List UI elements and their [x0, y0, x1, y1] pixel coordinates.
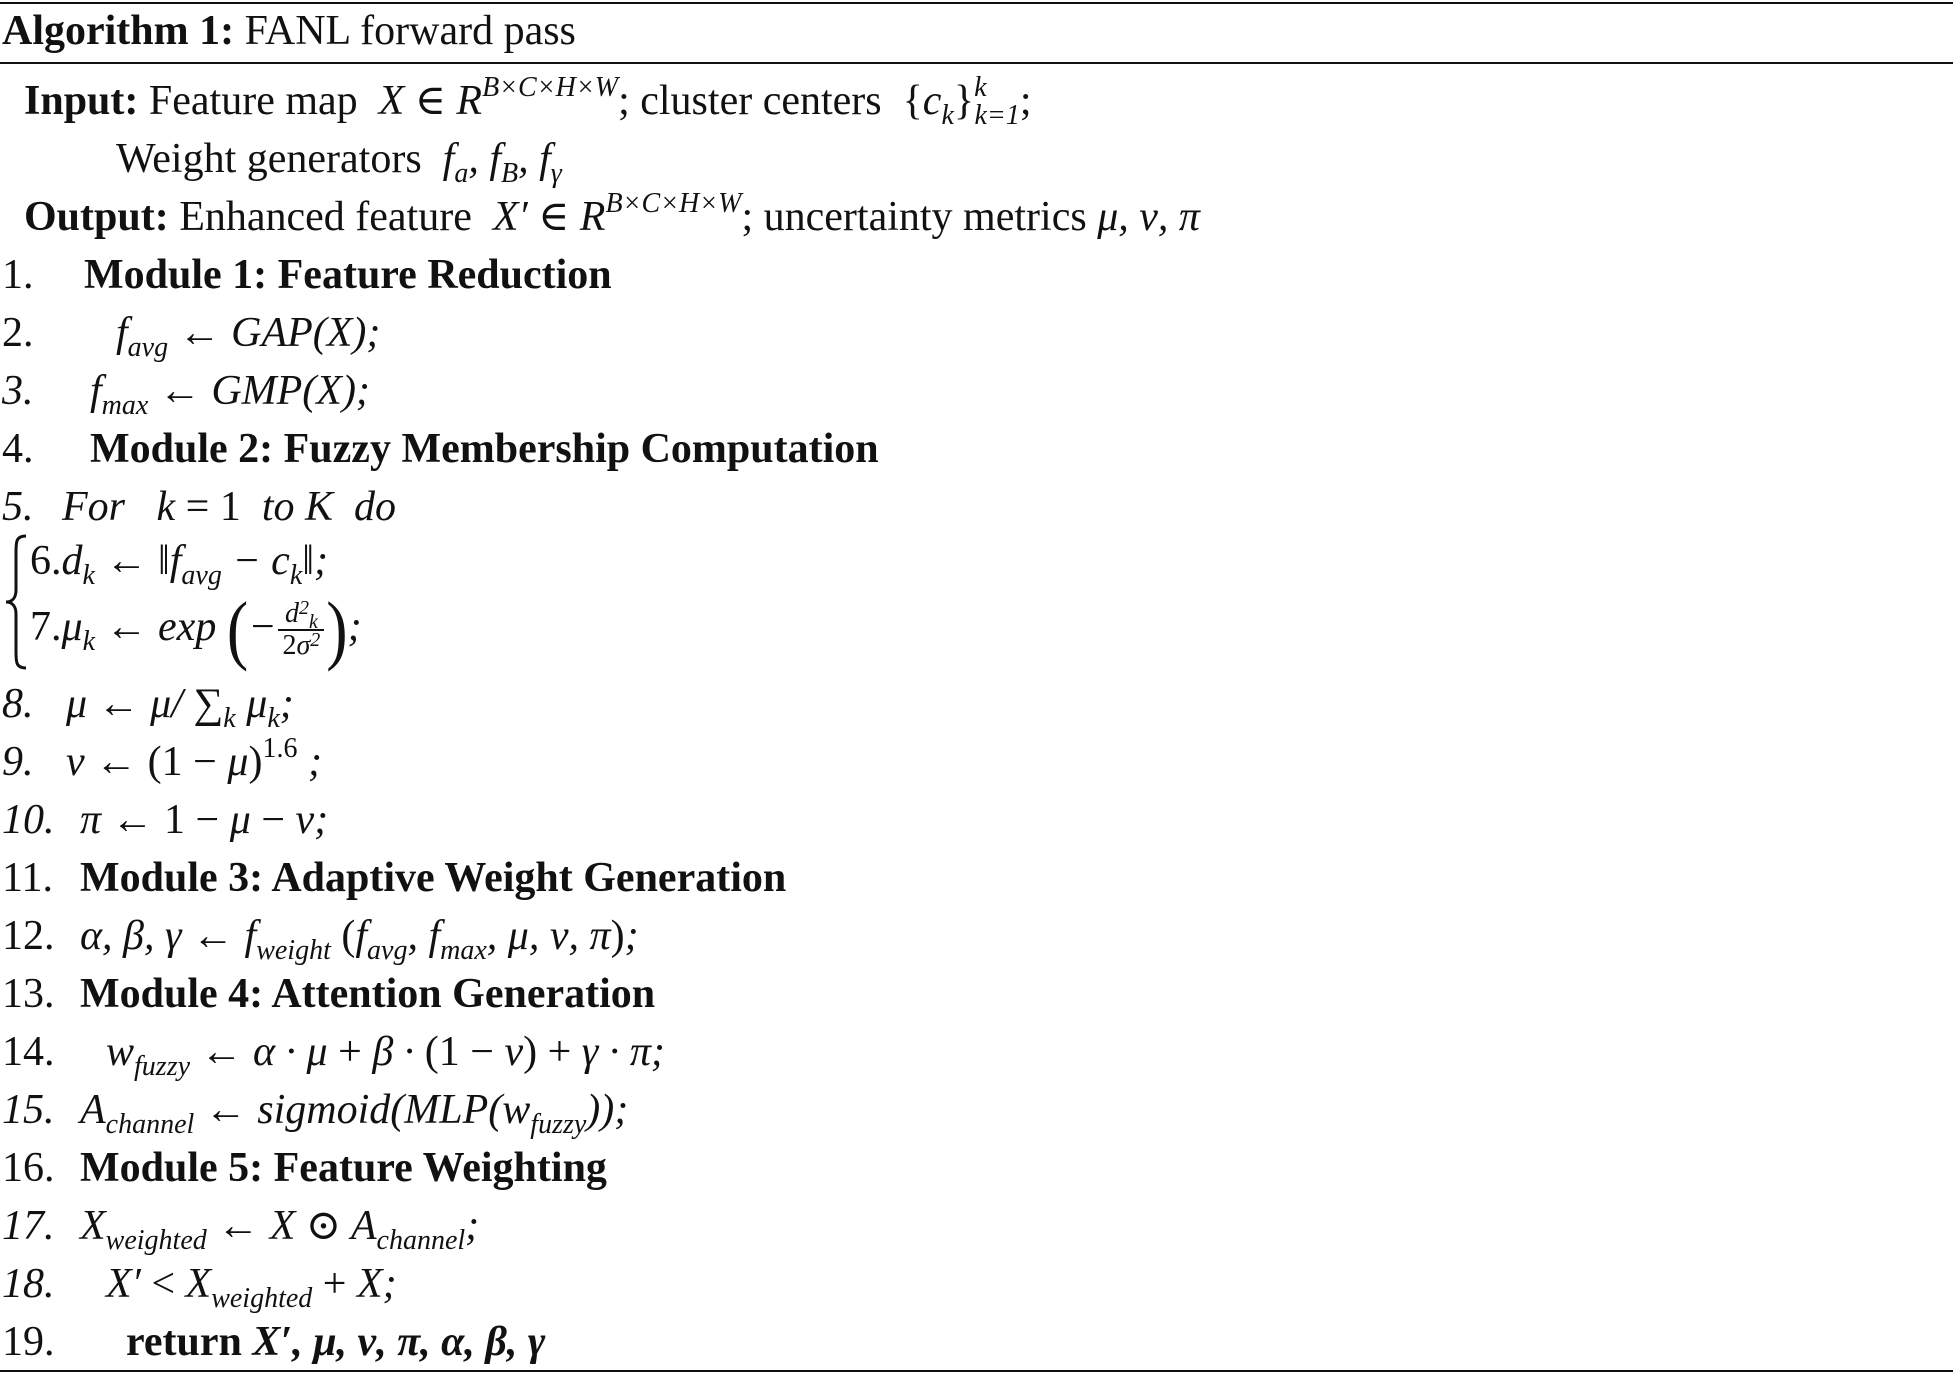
step-3 [0, 362, 370, 420]
step-math: μ ← μ/ $\sum_k$ $\mu_k$; [66, 681, 294, 734]
step-number: 16. [2, 1145, 55, 1191]
step-number: 7. [30, 604, 62, 650]
algorithm-title: FANL forward pass [244, 8, 576, 54]
step-number: 18. [2, 1261, 55, 1307]
step-math: $f_{max}$ ← GMP(X); [90, 368, 370, 421]
step-number: 19. [2, 1319, 55, 1365]
input-label: Input: [24, 78, 139, 124]
input-text-cluster: ; cluster centers [618, 78, 882, 124]
step-number: 9. [2, 739, 34, 785]
step-number: 13. [2, 971, 55, 1017]
step-18 [0, 1255, 397, 1313]
step-7 [30, 587, 362, 673]
step-text: Module 1: Feature Reduction [84, 252, 612, 298]
bottom-rule [0, 1370, 1953, 1372]
algorithm-label: Algorithm 1: [2, 8, 235, 54]
step-return: return X′, μ, ν, π, α, β, γ [126, 1319, 546, 1365]
output-text-metrics: ; uncertainty metrics [741, 194, 1087, 240]
step-11 [0, 849, 786, 907]
step-math: ν ← $(1 - \mu)^{1.6}$ ; [66, 733, 322, 785]
step-14 [0, 1023, 665, 1081]
input-math-generators: $f_a$, $f_B$, $f_\gamma$ [442, 136, 562, 189]
step-number: 10. [2, 797, 55, 843]
step-number: 11. [2, 855, 53, 901]
step-13 [0, 965, 655, 1023]
step-2 [0, 304, 380, 362]
step-text: Module 5: Feature Weighting [80, 1145, 607, 1191]
step-number: 15. [2, 1087, 55, 1133]
step-math: α, β, γ ← $f_{weight}$ ($f_{avg}$, $f_{max}$, μ, ν, π); [80, 913, 639, 966]
step-number: 6. [30, 538, 62, 584]
step-4 [0, 420, 879, 478]
step-number: 8. [2, 681, 34, 727]
step-number: 12. [2, 913, 55, 959]
step-text: Module 2: Fuzzy Membership Computation [90, 426, 879, 472]
input-line: Input: Feature map X ∈ $R^{B\times C\times H\times W}$; cluster centers $\{c_k\}^k_{k=1}$; [24, 72, 1032, 131]
step-1 [0, 246, 612, 304]
input-text-feature-map: Feature map [148, 78, 358, 124]
step-number: 14. [2, 1029, 55, 1075]
step-16 [0, 1139, 607, 1197]
step-5 [0, 478, 396, 536]
input-math-x: X [378, 78, 405, 124]
step-math: $d_k$ ← $‖f_{avg}$ − $c_k‖$; [61, 538, 329, 591]
output-label: Output: [24, 194, 169, 240]
step-math: $w_{fuzzy}$ ← α · μ + β · (1 − ν) + γ · π; [106, 1029, 665, 1082]
step-math: $X' < X_{weighted} + X$; [106, 1261, 397, 1314]
step-math: $X_{weighted}$ ← X ⊙ $A_{channel}$; [80, 1203, 480, 1256]
step-math: $f_{avg}$ ← GAP(X); [116, 310, 381, 363]
step-9 [0, 733, 322, 791]
step-math: $A_{channel}$ ← $sigmoid(MLP(w_{fuzzy}))$; [80, 1087, 629, 1140]
left-brace-icon [4, 532, 30, 672]
step-10 [0, 791, 328, 849]
step-math: π ← 1 − μ − ν; [80, 797, 329, 843]
caption-rule [0, 62, 1953, 64]
output-text-enhanced: Enhanced feature [179, 194, 472, 240]
input-text-weight-generators: Weight generators [116, 136, 422, 182]
step-15 [0, 1081, 628, 1139]
step-6 [30, 532, 328, 590]
input-line-2 [116, 130, 562, 188]
step-text: Module 3: Adaptive Weight Generation [80, 855, 787, 901]
step-math: $\mu_k$ ← exp (− $\frac{d^2_k}{2\sigma^2}$ ); [61, 587, 362, 673]
output-line: Output: Enhanced feature X′ ∈ $R^{B\times C\times H\times W}$; uncertainty metrics μ, ν, π [24, 188, 1200, 240]
step-number: 5. [2, 484, 34, 530]
step-text: Module 4: Attention Generation [80, 971, 656, 1017]
step-number: 4. [2, 426, 34, 472]
step-number: 3. [2, 368, 34, 414]
step-12 [0, 907, 639, 965]
step-17 [0, 1197, 479, 1255]
step-math: For k = 1 to K do [62, 484, 397, 530]
step-8 [0, 675, 294, 733]
step-number: 2. [2, 310, 34, 356]
loop-body [4, 532, 464, 672]
step-number: 1. [2, 252, 34, 298]
step-19 [0, 1313, 545, 1371]
algorithm-caption [2, 4, 576, 58]
step-number: 17. [2, 1203, 55, 1249]
